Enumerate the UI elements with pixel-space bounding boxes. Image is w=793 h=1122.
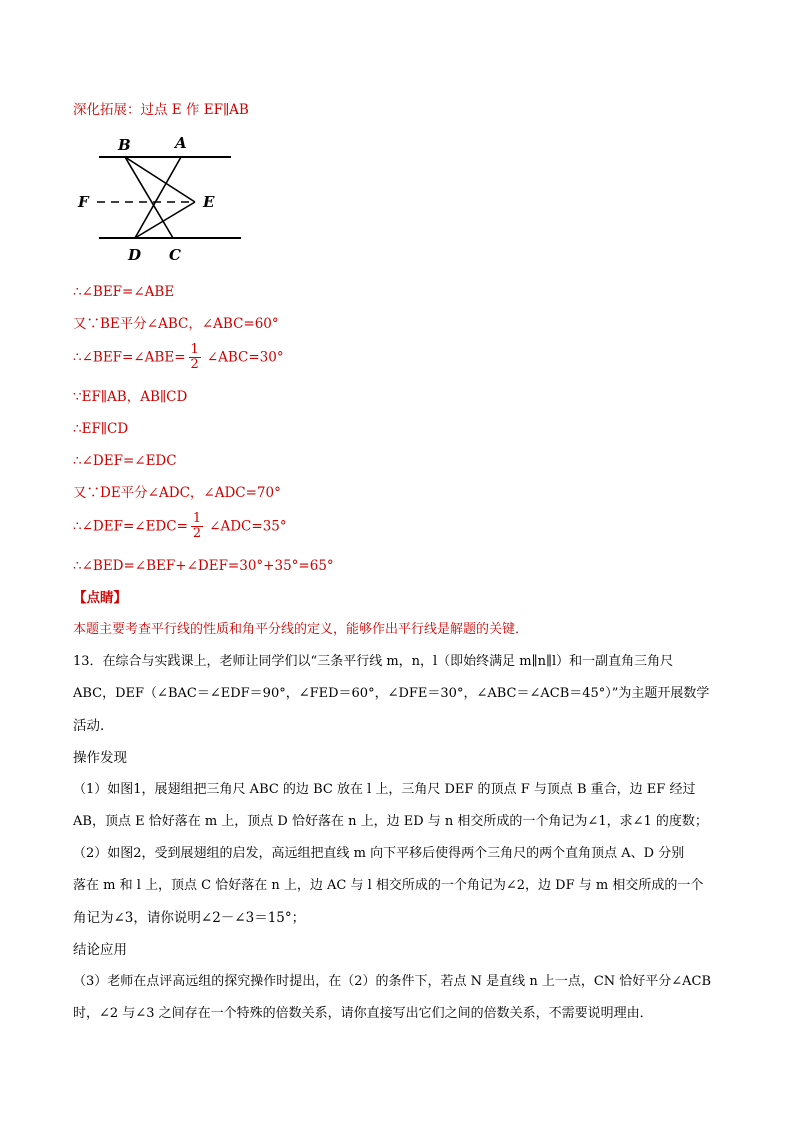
step-8-right: ∠ADC=35° [209, 518, 287, 535]
step-3-left: ∴∠BEF=∠ABE= [73, 349, 186, 366]
step-5: ∴EF∥CD [73, 421, 129, 437]
step-3-right: ∠ABC=30° [206, 349, 284, 366]
label-c: C [169, 246, 181, 264]
comment-text: 本题主要考查平行线的性质和角平分线的定义，能够作出平行线是解题的关键． [73, 622, 529, 637]
step-4: ∵EF∥AB，AB∥CD [73, 389, 188, 405]
fraction-denominator-2: 2 [192, 526, 202, 541]
q13-line-1: 13．在综合与实践课上，老师让同学们以“三条平行线 m，n，l（即始终满足 m∥n∥l）和一副直角三角尺 [73, 654, 674, 669]
step-2: 又∵BE平分∠ABC，∠ABC=60° [73, 316, 279, 332]
q13-part2-line-1: （2）如图2，受到展翅组的启发，高远组把直线 m 向下平移后使得两个三角尺的两个直角顶点 A、D 分别 [73, 846, 685, 861]
label-a: A [175, 134, 187, 152]
q13-part2-line-2: 落在 m 和 l 上，顶点 C 恰好落在 n 上，边 AC 与 l 相交所成的一个角记为∠2，边 DF 与 m 相交所成的一个 [73, 878, 704, 893]
label-e: E [203, 193, 215, 211]
fraction-denominator: 2 [190, 357, 199, 372]
step-3 [73, 343, 284, 372]
segment-bc [125, 157, 173, 238]
q13-part1-line-1: （1）如图1，展翅组把三角尺 ABC 的边 BC 放在 l 上，三角尺 DEF 的顶点 F 与顶点 B 重合，边 EF 经过 [73, 782, 696, 797]
q13-part3-line-1: （3）老师在点评高远组的探究操作时提出，在（2）的条件下，若点 N 是直线 n 上一点，CN 恰好平分∠ACB [73, 974, 712, 989]
q13-part3-line-2: 时，∠2 与∠3 之间存在一个特殊的倍数关系，请你直接写出它们之间的倍数关系，不需要说明理由． [73, 1006, 653, 1021]
q13-line-3: 活动． [73, 718, 114, 734]
label-d: D [128, 246, 142, 264]
step-8 [73, 512, 287, 541]
label-f: F [78, 193, 89, 211]
q13-line-2: ABC，DEF（∠BAC＝∠EDF＝90°，∠FED＝60°，∠DFE＝30°，∠ABC＝∠ACB＝45°）”为主题开展数学 [73, 686, 710, 701]
section-conclusion-application: 结论应用 [73, 942, 127, 958]
label-b: B [118, 136, 131, 154]
segment-de [135, 202, 195, 238]
section-operation-discovery: 操作发现 [73, 750, 127, 766]
fraction-numerator-2: 1 [192, 511, 202, 526]
fraction-numerator: 1 [190, 342, 199, 357]
parallel-lines-figure [73, 130, 253, 270]
step-7: 又∵DE平分∠ADC，∠ADC=70° [73, 485, 281, 501]
step-8-left: ∴∠DEF=∠EDC= [73, 518, 188, 535]
fraction-half [189, 343, 201, 372]
extension-heading: 深化拓展：过点 E 作 EF∥AB [73, 102, 249, 118]
step-9: ∴∠BED=∠BEF+∠DEF=30°+35°=65° [73, 558, 334, 574]
fraction-half-2 [191, 512, 203, 541]
comment-tag: 【点睛】 [73, 590, 127, 606]
q13-part2-line-3: 角记为∠3，请你说明∠2－∠3＝15°； [73, 910, 306, 926]
segment-ad [135, 157, 181, 238]
step-6: ∴∠DEF=∠EDC [73, 453, 177, 469]
step-1: ∴∠BEF=∠ABE [73, 284, 175, 300]
q13-part1-line-2: AB，顶点 E 恰好落在 m 上，顶点 D 恰好落在 n 上，边 ED 与 n 相交所成的一个角记为∠1，求∠1 的度数； [73, 814, 708, 829]
